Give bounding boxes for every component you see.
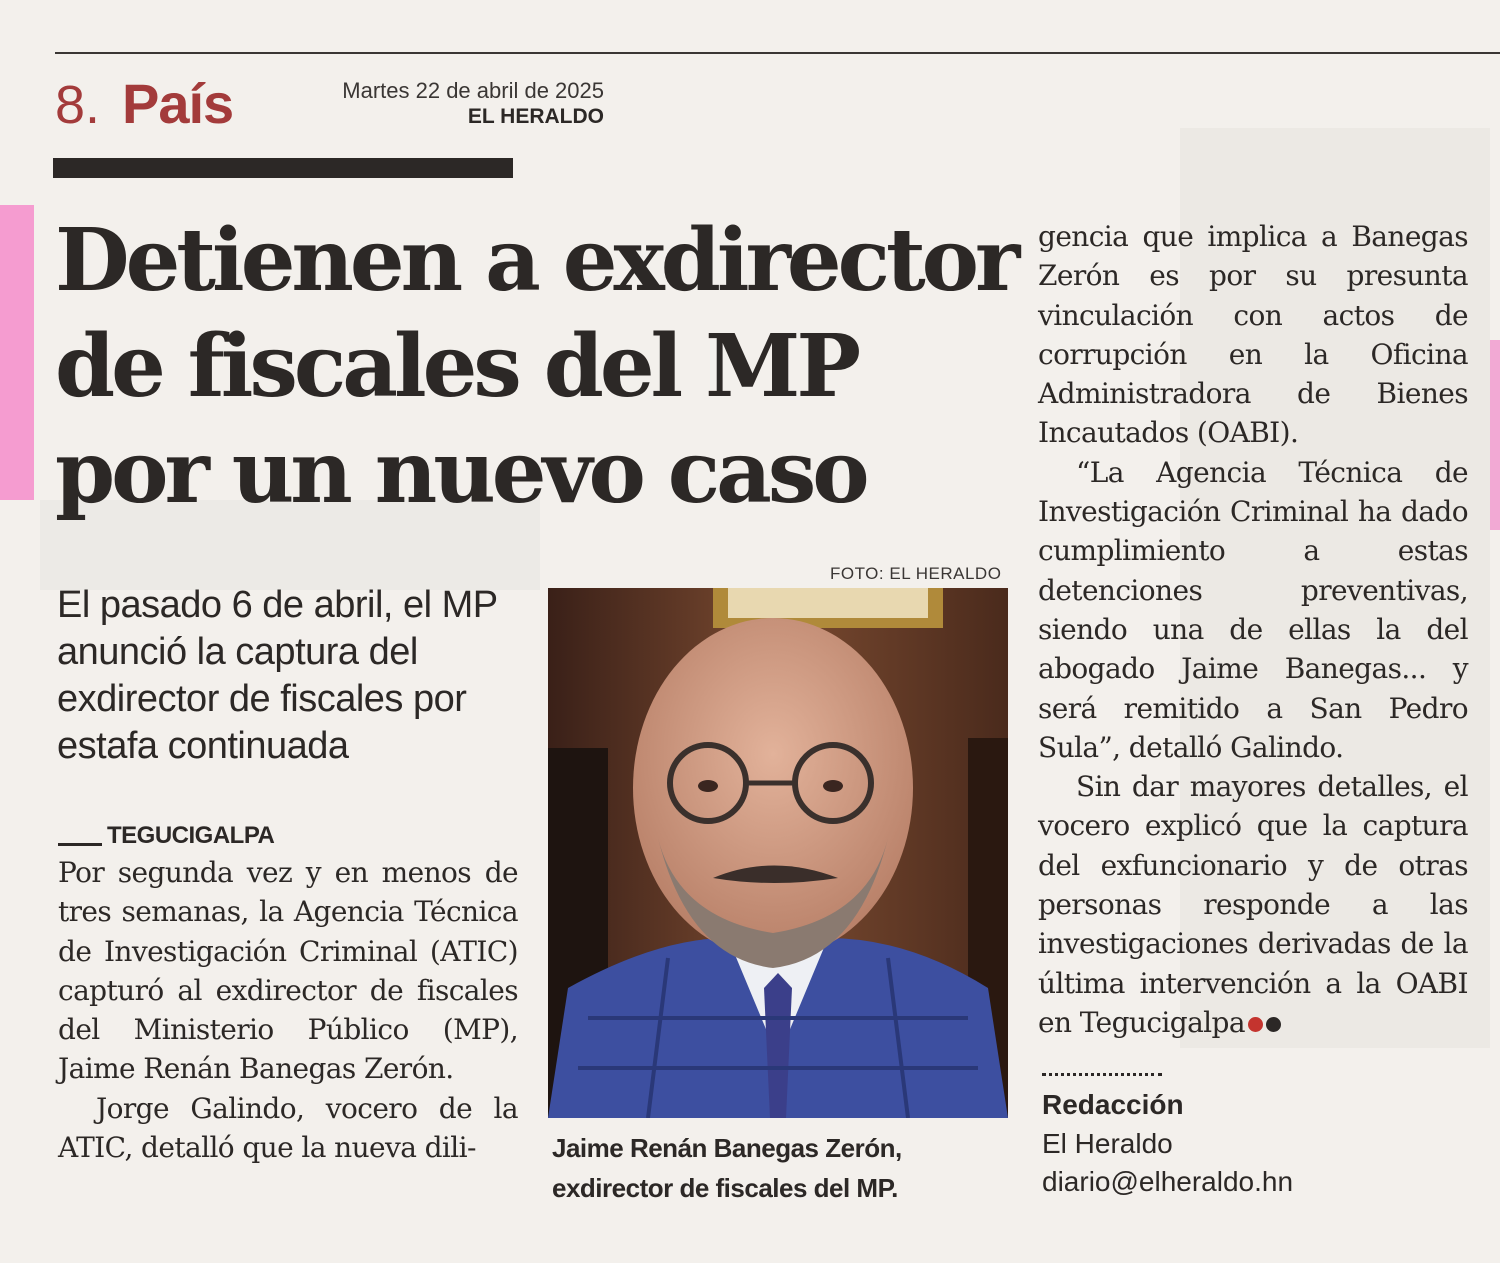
signature-outlet: El Heraldo (1042, 1128, 1173, 1159)
signature-title: Redacción (1042, 1089, 1184, 1120)
body-paragraph: “La Agencia Técnica de Investigación Criminal ha dado cumplimiento a estas detenciones preventivas, siendo una de ellas la del abogado Jaime Banegas... y será remitido a San Pedro Sula”, detalló Galindo. (1038, 455, 1468, 764)
photo-caption: Jaime Renán Banegas Zerón, exdirector de fiscales del MP. (552, 1133, 902, 1203)
highlighter-mark-left (0, 205, 34, 500)
body-text: Sin dar mayores detalles, el vocero explicó que la captura del exfuncionario y de otras personas responde a las investigaciones derivadas de la última intervención a la OABI en Tegucigalpa (1038, 770, 1468, 1039)
portrait-illustration (548, 588, 1008, 1118)
subheadline: El pasado 6 de abril, el MP anunció la captura del exdirector de fiscales por estafa continuada (57, 584, 497, 767)
dateline-location: TEGUCIGALPA (107, 822, 275, 849)
headline-line: de fiscales del MP (55, 316, 858, 417)
newspaper-name: EL HERALDO (467, 105, 604, 128)
section-name: País (122, 72, 234, 135)
headline (55, 208, 1035, 526)
body-column-2 (1038, 217, 1468, 1042)
signature-email[interactable]: diario@elheraldo.hn (1042, 1166, 1294, 1197)
section-number: 8. (55, 75, 101, 135)
body-column-1 (58, 853, 518, 1167)
body-paragraph: Por segunda vez y en menos de tres semanas, la Agencia Técnica de Investigación Criminal (ATIC) capturó al exdirector de fiscales del Ministerio Público (MP), Jaime Renán Banegas Zerón. (58, 856, 518, 1086)
location-dash (58, 843, 102, 846)
body-paragraph-last (1038, 767, 1468, 1042)
headline-line: por un nuevo caso (55, 422, 866, 523)
end-dot-red (1248, 1017, 1263, 1032)
body-paragraph: Jorge Galindo, vocero de la ATIC, detalló que la nueva dili- (58, 1091, 518, 1165)
photo-credit: FOTO: EL HERALDO (830, 564, 1002, 583)
portrait-photo (548, 588, 1008, 1118)
headline-line: Detienen a exdirector (55, 210, 1017, 311)
top-rule (55, 52, 1500, 54)
signature-separator (1042, 1073, 1162, 1076)
end-dot-black (1266, 1017, 1281, 1032)
publication-date: Martes 22 de abril de 2025 (342, 78, 604, 103)
highlighter-mark-right (1490, 340, 1500, 530)
headline-bar (53, 158, 513, 178)
body-paragraph: gencia que implica a Banegas Zerón es por su presunta vinculación con actos de corrupción en la Oficina Administradora de Bienes Incautados (OABI). (1038, 220, 1468, 450)
